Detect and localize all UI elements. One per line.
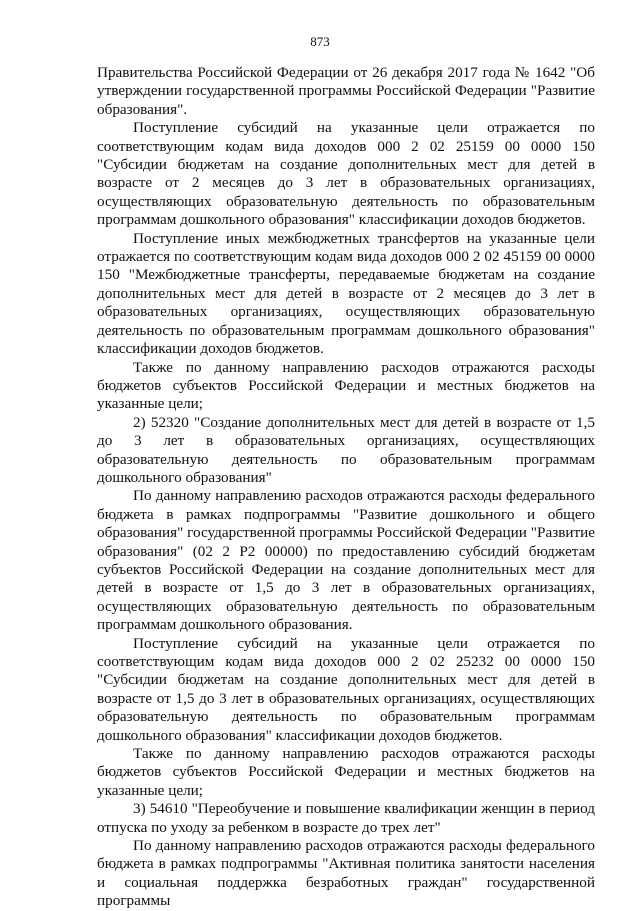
paragraph-item-54610: 3) 54610 "Переобучение и повышение квалификации женщин в период отпуска по уходу за ребенком в возрасте до трех лет" [97,800,595,836]
paragraph-item-52320: 2) 52320 "Создание дополнительных мест для детей в возрасте от 1,5 до 3 лет в образовательных организациях, осуществляющих образовательную деятельность по образовательным программам дошкольного образования" [97,413,595,486]
paragraph-federal-expenses: По данному направлению расходов отражаются расходы федерального бюджета в рамках подпрограммы "Развитие дошкольного и общего образования" государственной программы Российской Федерации "Развитие образования" (02 2 Р2 00000) по предоставлению субсидий бюджетам субъектов Российской Федерации на создание дополнительных мест для детей в возрасте от 1,5 до 3 лет в образовательных организациях, осуществляющих образовательную деятельность по образовательным программам дошкольного образования. [97,487,595,634]
paragraph-federal-expenses-2: По данному направлению расходов отражаются расходы федерального бюджета в рамках подпрограммы "Активная политика занятости населения и социальная поддержка безработных граждан" государственной программы [97,837,595,910]
paragraph-subsidy-income-codes-2: Поступление субсидий на указанные цели отражается по соответствующим кодам вида доходов 000 2 02 25232 00 0000 150 "Субсидии бюджетам на создание дополнительных мест для детей в возрасте от 1,5 до 3 лет в образовательных организациях, осуществляющих образовательную деятельность по образовательным программам дошкольного образования" классификации доходов бюджетов. [97,634,595,744]
paragraph-interbudget-transfers: Поступление иных межбюджетных трансфертов на указанные цели отражается по соответствующим кодам вида доходов 000 2 02 45159 00 0000 150 "Межбюджетные трансферты, передаваемые бюджетам на создание дополнительных мест для детей в возрасте от 2 месяцев до 3 лет в образовательных организациях, осуществляющих образовательную деятельность по образовательным программам дошкольного образования" классификации доходов бюджетов. [97,229,595,358]
paragraph-regional-expenses-2: Также по данному направлению расходов отражаются расходы бюджетов субъектов Российской Федерации и местных бюджетов на указанные цели; [97,745,595,799]
paragraph-regional-expenses: Также по данному направлению расходов отражаются расходы бюджетов субъектов Российской Федерации и местных бюджетов на указанные цели; [97,358,595,413]
paragraph-subsidy-income-codes: Поступление субсидий на указанные цели отражается по соответствующим кодам вида доходов 000 2 02 25159 00 0000 150 "Субсидии бюджетам на создание дополнительных мест для детей в возрасте от 2 месяцев до 3 лет в образовательных организациях, осуществляющих образовательную деятельность по образовательным программам дошкольного образования" классификации доходов бюджетов. [97,119,595,229]
paragraph-continuation: Правительства Российской Федерации от 26 декабря 2017 года № 1642 "Об утверждении государственной программы Российской Федерации "Развитие образования". [97,64,595,118]
page-number: 873 [310,34,330,49]
document-body [97,64,595,911]
